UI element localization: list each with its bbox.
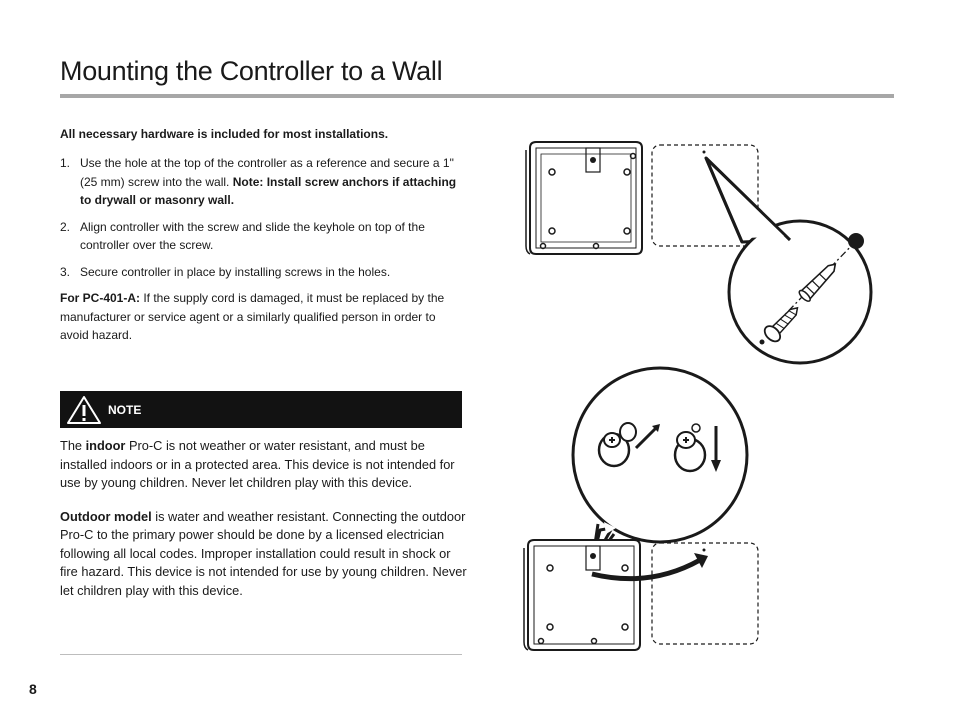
step-note: Note: Install screw anchors if attaching to drywall or masonry wall. <box>80 174 457 207</box>
page-title: Mounting the Controller to a Wall <box>60 56 443 86</box>
step-number: 1. <box>60 156 71 170</box>
step-number: 2. <box>60 219 71 234</box>
step-text: Secure controller in place by installing screws in the holes. <box>80 264 391 279</box>
controller-illustration <box>524 540 640 650</box>
keyhole-callout <box>573 368 747 564</box>
controller-illustration <box>526 142 642 254</box>
intro-text: All necessary hardware is included for most installations. <box>60 127 389 141</box>
indoor-label: indoor <box>85 438 126 453</box>
note-label: NOTE <box>108 403 142 417</box>
step-text: Use the hole at the top of the controller as a reference and secure a 1" (25 mm) screw into the wall. <box>80 156 454 189</box>
outdoor-label: Outdoor model <box>60 508 152 524</box>
supply-cord-body: If the supply cord is damaged, it must be replaced by the manufacturer or service agent or a similarly qualified person in order to avoid hazard. <box>60 291 445 342</box>
page-number: 8 <box>29 681 37 697</box>
screw-anchor-callout <box>706 158 871 363</box>
indoor-text: Pro-C is not weather or water resistant, and must be installed indoors or in a protected area. This device is not intended for use by young children. Never let children play with this device. <box>60 438 455 490</box>
step-number: 3. <box>60 264 71 279</box>
outdoor-text: is water and weather resistant. Connecting the outdoor Pro-C to the primary power should be done by a licensed electrician following all local codes. Improper installation could result in shock or fire hazard. This device is not intended for use by young children. Never let children play with this device. <box>60 508 467 598</box>
supply-cord-label: For PC-401-A: <box>60 291 141 305</box>
indoor-pre: The <box>60 438 86 453</box>
step-text: Align controller with the screw and slide the keyhole on top of the controller over the screw. <box>80 219 425 252</box>
